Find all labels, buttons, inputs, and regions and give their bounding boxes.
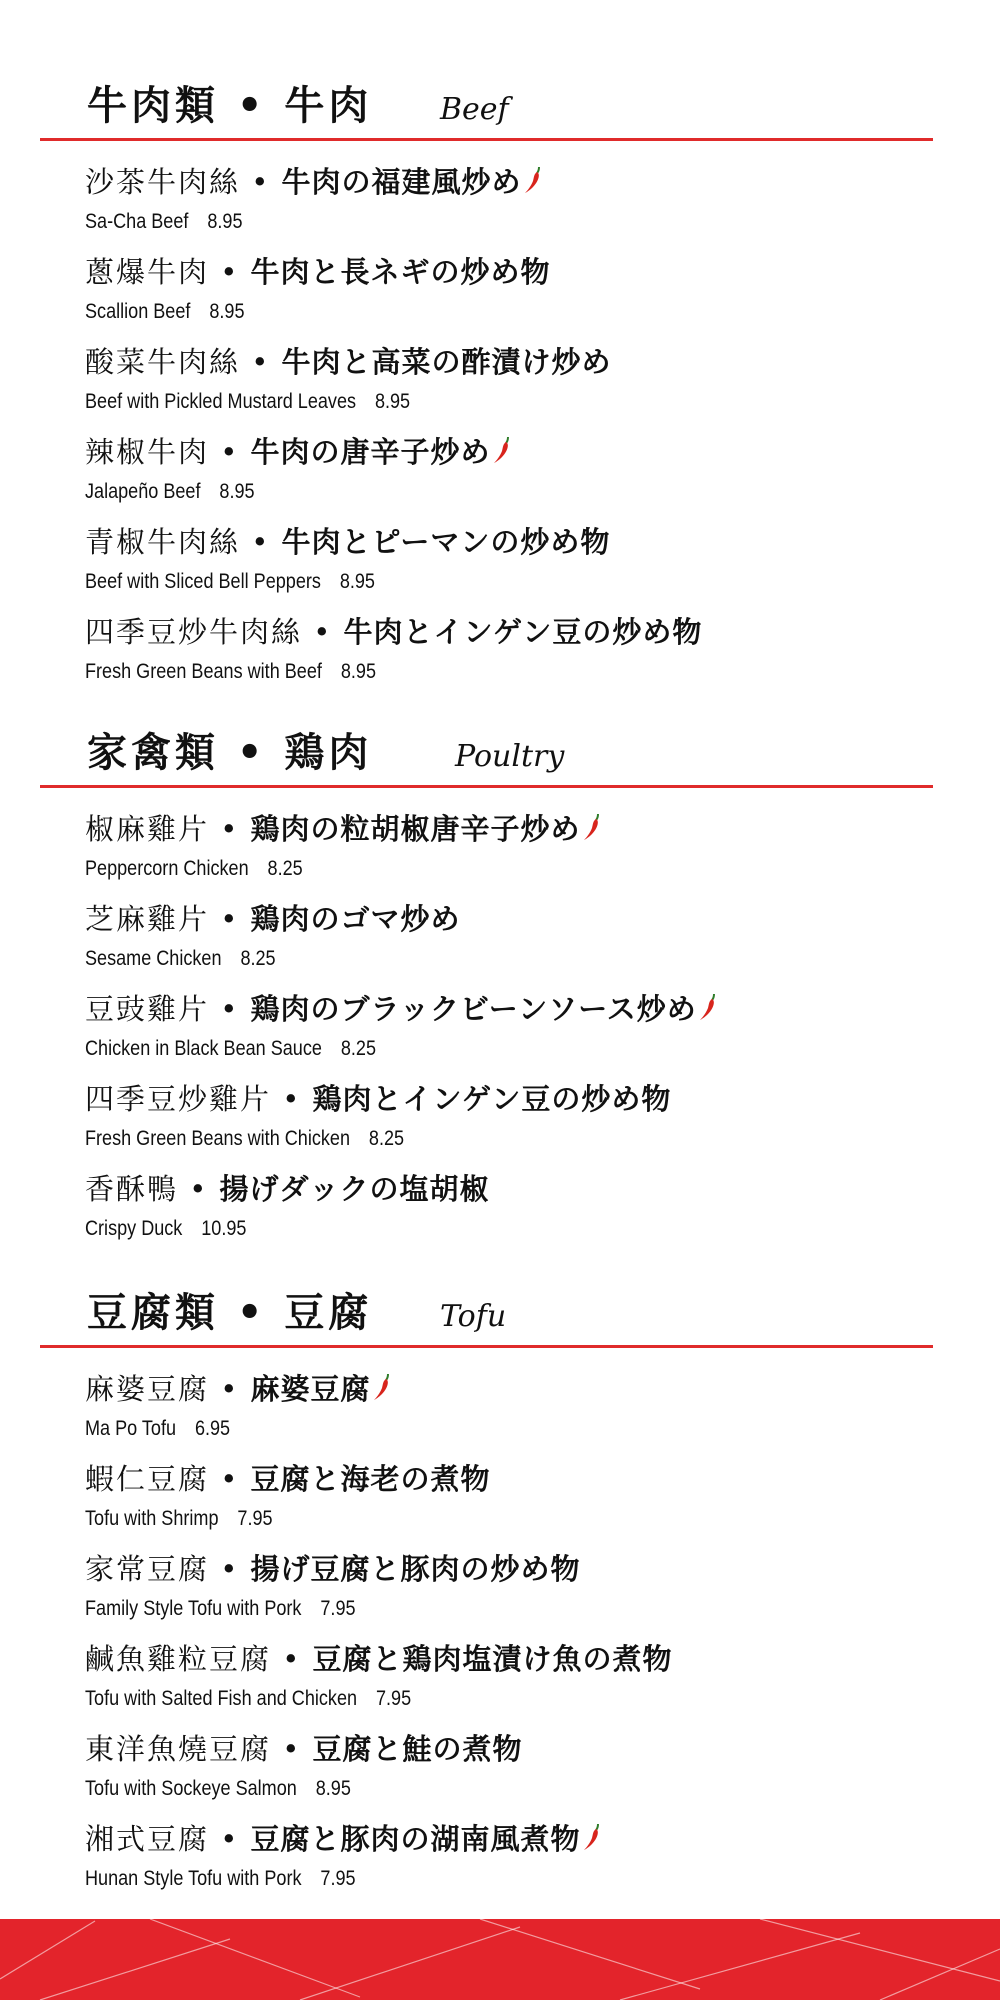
- item-name-en: Beef with Sliced Bell Peppers: [85, 570, 321, 593]
- item-name-zh: 椒麻雞片 •: [85, 812, 251, 846]
- item-price: 7.95: [320, 1867, 356, 1890]
- item-english: [85, 1595, 356, 1623]
- item-name: [85, 1549, 581, 1589]
- chili-pepper-icon: [699, 991, 719, 1031]
- item-english: [85, 1035, 376, 1063]
- item-name-zh: 麻婆豆腐 •: [85, 1372, 251, 1406]
- item-name: [85, 1729, 523, 1769]
- section-title: 家禽類 • 鶏肉: [87, 729, 373, 776]
- section-header: [0, 1285, 1000, 1347]
- section-header: [0, 725, 1000, 787]
- item-name-zh: 蔥爆牛肉 •: [85, 255, 251, 289]
- menu-item: [0, 1079, 1000, 1169]
- item-english: [85, 855, 303, 883]
- item-name-en: Tofu with Shrimp: [85, 1507, 219, 1530]
- item-english: [85, 1775, 351, 1803]
- item-english: [85, 1685, 411, 1713]
- section-title: 豆腐類 • 豆腐: [87, 1289, 373, 1336]
- item-name-jp: 豆腐と鶏肉塩漬け魚の煮物: [312, 1642, 673, 1676]
- item-name-en: Tofu with Sockeye Salmon: [85, 1777, 297, 1800]
- item-name-jp: 牛肉と長ネギの炒め物: [250, 255, 551, 289]
- item-name-jp: 麻婆豆腐: [250, 1372, 371, 1406]
- item-name-jp: 鶏肉のゴマ炒め: [250, 902, 461, 936]
- item-price: 6.95: [194, 1417, 231, 1440]
- footer-band: [0, 1919, 1000, 2000]
- item-name-jp: 牛肉の唐辛子炒め: [250, 435, 491, 469]
- item-name: [85, 989, 719, 1031]
- item-price: 8.95: [207, 210, 243, 233]
- item-name: [85, 1369, 393, 1411]
- item-price: 8.95: [209, 300, 245, 323]
- item-name-jp: 鶏肉とインゲン豆の炒め物: [312, 1082, 672, 1116]
- item-name-jp: 牛肉とインゲン豆の炒め物: [343, 615, 703, 649]
- item-name-jp: 豆腐と豚肉の湖南風煮物: [250, 1822, 581, 1856]
- item-name-en: Sa-Cha Beef: [85, 210, 189, 233]
- item-name-zh: 豆豉雞片 •: [85, 992, 251, 1026]
- item-name-zh: 鹹魚雞粒豆腐 •: [85, 1642, 313, 1676]
- item-name-jp: 揚げ豆腐と豚肉の炒め物: [250, 1552, 581, 1586]
- item-name: [85, 1819, 603, 1861]
- item-name-jp: 鶏肉の粒胡椒唐辛子炒め: [250, 812, 581, 846]
- chili-pepper-icon: [583, 1821, 603, 1861]
- menu-item: [0, 1549, 1000, 1639]
- section-subtitle: Poultry: [455, 739, 565, 774]
- menu-list: [0, 1369, 1000, 1909]
- item-name-en: Beef with Pickled Mustard Leaves: [85, 390, 357, 413]
- section-title: 牛肉類 • 牛肉: [87, 82, 373, 129]
- item-english: [85, 568, 375, 596]
- menu-item: [0, 1819, 1000, 1909]
- chili-pepper-icon: [583, 811, 603, 851]
- item-name-zh: 蝦仁豆腐 •: [85, 1462, 251, 1496]
- menu-item: [0, 432, 1000, 522]
- item-english: [85, 208, 242, 236]
- section-divider: [40, 1345, 933, 1348]
- menu-list: [0, 162, 1000, 702]
- item-name-en: Hunan Style Tofu with Pork: [85, 1867, 302, 1890]
- item-name-zh: 酸菜牛肉絲 •: [85, 345, 282, 379]
- section-poultry: [0, 725, 1000, 1240]
- item-price: 10.95: [201, 1217, 247, 1240]
- item-name-zh: 香酥鴨 •: [85, 1172, 220, 1206]
- item-name-zh: 辣椒牛肉 •: [85, 435, 251, 469]
- item-english: [85, 1415, 230, 1443]
- menu-item: [0, 522, 1000, 612]
- item-name-en: Fresh Green Beans with Beef: [85, 660, 322, 683]
- item-name-zh: 芝麻雞片 •: [85, 902, 251, 936]
- item-name-en: Peppercorn Chicken: [85, 857, 249, 880]
- item-english: [85, 388, 410, 416]
- item-name: [85, 809, 603, 851]
- item-name: [85, 612, 702, 652]
- item-english: [85, 945, 276, 973]
- item-price: 8.95: [339, 570, 375, 593]
- section-subtitle: Beef: [440, 92, 509, 127]
- item-name: [85, 522, 610, 562]
- item-name-jp: 牛肉と高菜の酢漬け炒め: [281, 345, 612, 379]
- item-name-zh: 家常豆腐 •: [85, 1552, 251, 1586]
- menu-item: [0, 252, 1000, 342]
- item-name-en: Ma Po Tofu: [85, 1417, 177, 1440]
- item-name-jp: 牛肉の福建風炒め: [281, 165, 522, 199]
- item-english: [85, 1865, 356, 1893]
- item-name: [85, 899, 461, 939]
- footer-pattern: [0, 1919, 1000, 2000]
- item-price: 8.25: [267, 857, 303, 880]
- menu-item: [0, 342, 1000, 432]
- section-subtitle: Tofu: [440, 1299, 507, 1334]
- item-english: [85, 298, 244, 326]
- item-name-en: Scallion Beef: [85, 300, 191, 323]
- item-price: 8.95: [374, 390, 411, 413]
- item-name-en: Tofu with Salted Fish and Chicken: [85, 1687, 358, 1710]
- menu-item: [0, 989, 1000, 1079]
- item-english: [85, 478, 255, 506]
- item-english: [85, 658, 376, 686]
- item-name-zh: 四季豆炒牛肉絲 •: [85, 615, 344, 649]
- item-name-jp: 豆腐と海老の煮物: [250, 1462, 491, 1496]
- item-name-zh: 東洋魚燒豆腐 •: [85, 1732, 313, 1766]
- menu-item: [0, 1639, 1000, 1729]
- item-name-en: Family Style Tofu with Pork: [85, 1597, 302, 1620]
- menu-item: [0, 1169, 1000, 1259]
- item-name: [85, 342, 612, 382]
- item-english: [85, 1505, 273, 1533]
- item-name: [85, 252, 551, 292]
- item-name-jp: 豆腐と鮭の煮物: [312, 1732, 523, 1766]
- section-divider: [40, 785, 933, 788]
- item-name-en: Sesame Chicken: [85, 947, 222, 970]
- section-beef: [0, 78, 1000, 683]
- item-name-jp: 揚げダックの塩胡椒: [219, 1172, 490, 1206]
- item-price: 7.95: [375, 1687, 412, 1710]
- item-name-zh: 青椒牛肉絲 •: [85, 525, 282, 559]
- item-name-en: Chicken in Black Bean Sauce: [85, 1037, 322, 1060]
- chili-pepper-icon: [524, 164, 544, 204]
- item-price: 8.25: [368, 1127, 405, 1150]
- menu-item: [0, 899, 1000, 989]
- menu-item: [0, 1369, 1000, 1459]
- item-name: [85, 162, 544, 204]
- chili-pepper-icon: [373, 1371, 393, 1411]
- item-name: [85, 1639, 673, 1679]
- item-english: [85, 1125, 404, 1153]
- item-price: 8.95: [340, 660, 376, 683]
- menu-item: [0, 162, 1000, 252]
- menu-item: [0, 809, 1000, 899]
- menu-item: [0, 1459, 1000, 1549]
- item-name-en: Crispy Duck: [85, 1217, 183, 1240]
- item-name-jp: 鶏肉のブラックビーンソース炒め: [250, 992, 697, 1026]
- item-name-zh: 四季豆炒雞片 •: [85, 1082, 313, 1116]
- item-english: [85, 1215, 246, 1243]
- item-price: 7.95: [237, 1507, 273, 1530]
- item-price: 8.25: [340, 1037, 377, 1060]
- item-name: [85, 1079, 671, 1119]
- item-price: 8.25: [240, 947, 276, 970]
- menu-item: [0, 1729, 1000, 1819]
- section-divider: [40, 138, 933, 141]
- item-price: 7.95: [320, 1597, 356, 1620]
- item-name-zh: 湘式豆腐 •: [85, 1822, 251, 1856]
- item-price: 8.95: [219, 480, 255, 503]
- menu-item: [0, 612, 1000, 702]
- item-name-zh: 沙茶牛肉絲 •: [85, 165, 282, 199]
- item-name: [85, 432, 513, 474]
- menu-list: [0, 809, 1000, 1259]
- chili-pepper-icon: [493, 434, 513, 474]
- item-name: [85, 1459, 491, 1499]
- section-tofu: [0, 1285, 1000, 1890]
- section-header: [0, 78, 1000, 140]
- item-name: [85, 1169, 490, 1209]
- item-name-en: Jalapeño Beef: [85, 480, 201, 503]
- item-name-en: Fresh Green Beans with Chicken: [85, 1127, 351, 1150]
- item-name-jp: 牛肉とピーマンの炒め物: [281, 525, 611, 559]
- item-price: 8.95: [315, 1777, 351, 1800]
